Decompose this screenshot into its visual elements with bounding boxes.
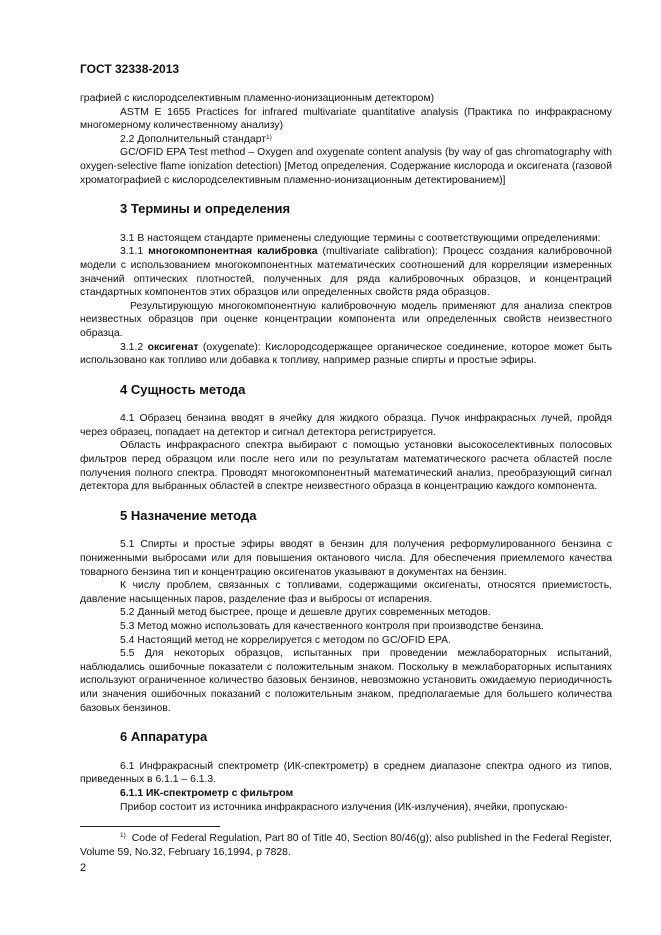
section-heading: 4 Сущность метода [120,381,246,397]
paragraph: GC/OFID EPA Test method – Oxygen and oxygenate content analysis (by way of gas chromatography with oxygen-selective flame ionization detection) [Метод определения. Содержание кислорода и оксигената (газовой хроматографией с кислородселективным пламенно-ионизационным детектированием)] [80,147,612,186]
document-header: ГОСТ 32338-2013 [80,62,180,76]
term-name: оксигенат [147,341,199,353]
paragraph: 6.1 Инфракрасный спектрометр (ИК-спектрометр) в среднем диапазоне спектра одного из типов, приведенных в 6.1.1 – 6.1.3. [80,760,612,786]
subsection-heading [80,787,612,801]
term-name: многокомпонентная калибровка [148,246,318,258]
term-number: 3.1.2 [120,341,148,353]
footnote-ref: 1) [266,133,272,141]
paragraph: 5.3 Метод можно использовать для качественного контроля при производстве бензина. [120,621,544,632]
term-number: 3.1.1 [120,246,149,258]
paragraph: 4.1 Образец бензина вводят в ячейку для жидкого образца. Пучок инфракрасных лучей, пройдя через образец, попадает на детектор и сигнал детектора регистрируется. [80,413,612,438]
term-text: (multivariate calibration): Процесс создания калибровочной модели с использованием многокомпонентных математических соотношений для корреляции измеренных значений оптических плотностей, полученных для ряда калибровочных образцов, и концентраций стандартных компонентов этих образцов или определенных свойств ряда образцов. [80,246,612,299]
paragraph: 5.4 Настоящий метод не коррелируется с методом по GC/OFID EPA. [120,634,451,646]
paragraph-text: 2.2 Дополнительный стандарт [120,133,267,145]
paragraph: 3.1 В настоящем стандарте применены следующие термины с соответствующими определениями: [120,232,601,244]
paragraph: Прибор состоит из источника инфракрасного излучения (ИК-излучения), ячейки, пропускаю- [120,801,568,813]
footnote-mark-text: 1) [120,832,126,839]
paragraph: К числу проблем, связанных с топливами, содержащими оксигенаты, относятся приемистость, давление насыщенных паров, разделение фаз и выбросы от испарения. [80,580,612,605]
paragraph: Результирующую многокомпонентную калибровочную модель применяют для анализа спектров неизвестных образцов при оценке концентрации компонента или определенных свойств неизвестного образца. [80,300,612,339]
section-heading: 6 Аппаратура [120,729,208,745]
footnote [80,832,612,859]
paragraph: ASTM E 1655 Practices for infrared multivariate quantitative analysis (Практика по инфракрасному многомерному количественному анализу) [80,106,612,132]
term-text: (oxygenate): Кислородсодержащее органическое соединение, которое может быть использовано как топливо или добавка к топливу, например разные спирты и простые эфиры. [80,341,612,367]
section-heading: 5 Назначение метода [120,507,257,523]
footnote-text: Code of Federal Regulation, Part 80 of Title 40, Section 80/46(g); also published in the Federal Register, Volume 59, No.32, February 16,1994, p 7828. [80,833,612,858]
paragraph: Область инфракрасного спектра выбирают с помощью установки высокоселективных полосовых фильтров перед образцом или после него или по результатам математического расчета областей после получения полного спектра. Проводят многокомпонентный математический анализ, преобразующий сигнал детектора для выбранных областей в спектре неизвестного образца в концентрацию каждого компонента. [80,440,612,493]
section-heading: 3 Термины и определения [120,201,291,217]
footnote-divider [80,826,220,827]
paragraph: 5.2 Данный метод быстрее, проще и дешевле других современных методов. [120,607,491,619]
footnote-mark [120,832,126,846]
subsection-title: 6.1.1 ИК-спектрометр с фильтром [120,787,294,799]
term-definition [80,341,612,368]
paragraph: 5.1 Спирты и простые эфиры вводят в бензин для получения реформулированного бензина с пониженными выбросами или для повышения октанового числа. Для обеспечения приемлемого качества товарного бензина тип и концентрацию оксигенатов указывают в документах на бензин. [80,539,612,578]
term-definition [80,245,612,299]
paragraph: 5.5 Для некоторых образцов, испытанных при проведении межлабораторных испытаний, наблюдались ошибочные показатели с положительным знаком. Поскольку в межлабораторных испытаниях используют ограниченное количество базовых бензинов, невозможно установить ожидаемую периодичность или значения ошибочных показаний с положительным знаком, предполагаемые для большего количества базовых бензинов. [80,648,612,714]
page-number: 2 [80,862,87,874]
document-body [80,92,612,814]
paragraph [80,133,612,147]
paragraph: графией с кислородселективным пламенно-ионизационным детектором) [80,93,435,104]
